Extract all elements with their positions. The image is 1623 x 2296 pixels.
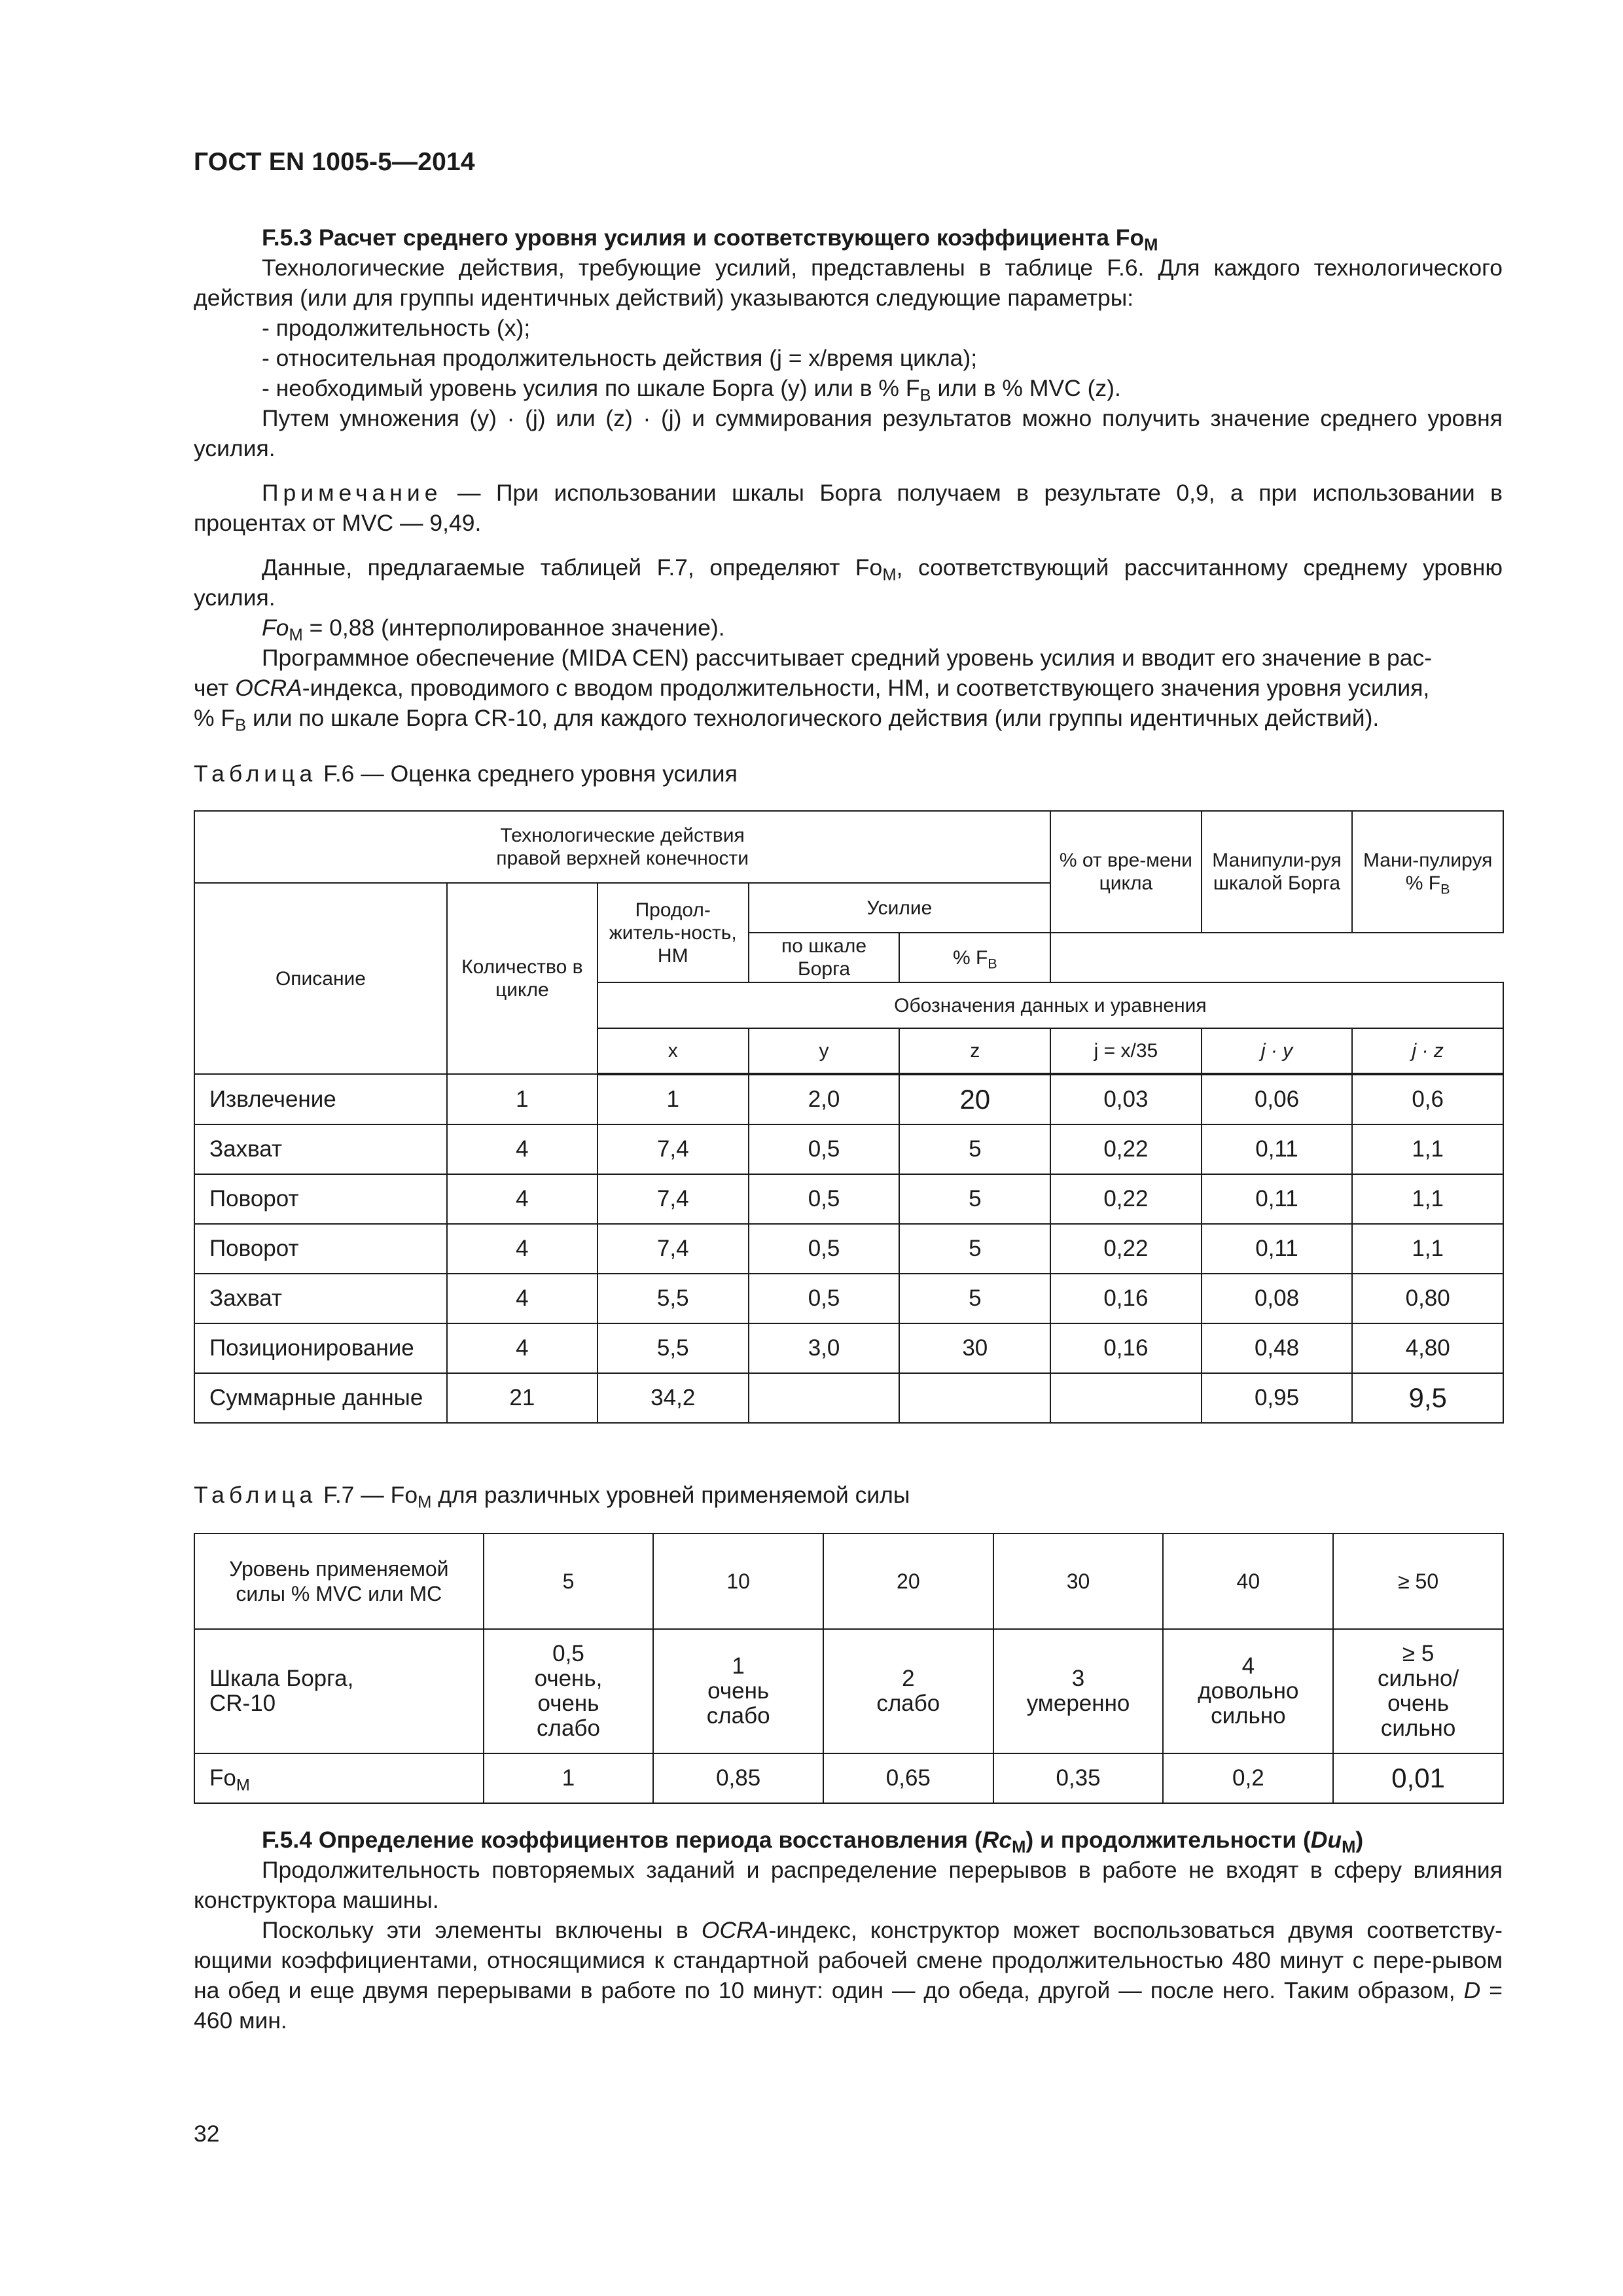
section-f53-software-2: чет OCRA-индекса, проводимого с вводом продолжительности, HM, и соответствующего значения уровня усилия, bbox=[194, 675, 1430, 701]
section-f53 bbox=[194, 223, 1503, 733]
section-f53-heading: F.5.3 Расчет среднего уровня усилия и соответствующего коэффициента $Fo_M$ bbox=[262, 224, 1158, 255]
row-head-borg: Шкала Борга, CR-10 bbox=[194, 1629, 484, 1753]
symbol-jy: j · y bbox=[1202, 1028, 1353, 1074]
section-f53-note: Примечание — При использовании шкалы Борга получаем в результате 0,9, а при использовании в процентах от MVC — 9,49. bbox=[194, 480, 1503, 536]
section-f53-data-table: Данные, предлагаемые таблицей F.7, определяют $Fo_M$, соответствующий рассчитанному среднему уровню усилия. bbox=[194, 554, 1503, 611]
symbol-jz: j · z bbox=[1352, 1028, 1503, 1074]
header-borg-scale: по шкале Борга bbox=[749, 933, 900, 982]
symbol-j: j = x/35 bbox=[1050, 1028, 1201, 1074]
table-row: $Fo_M$ 1 0,85 0,65 0,35 0,2 0,01 bbox=[194, 1753, 1503, 1803]
table-f7-caption: Таблица F.7 — $Fo_M$ для различных уровней применяемой силы bbox=[194, 1482, 910, 1512]
section-f54-heading: F.5.4 Определение коэффициентов периода восстановления $(Rc_M)$ и продолжительности $(Du_M)$ bbox=[262, 1827, 1364, 1857]
section-f53-software: Программное обеспечение (MIDA CEN) рассчитывает средний уровень усилия и вводит его значение в рас- bbox=[262, 645, 1433, 671]
document-header: ГОСТ EN 1005-5—2014 bbox=[194, 148, 475, 176]
list-item-duration: - продолжительность (x); bbox=[262, 315, 531, 341]
row-head-fom: $Fo_M$ bbox=[194, 1753, 484, 1803]
header-pct-fb: % $F_B$ bbox=[899, 933, 1050, 982]
header-group: Технологические действия правой верхней конечности bbox=[194, 811, 1050, 883]
section-f53-software-3: % $F_B$ или по шкале Борга CR-10, для каждого технологического действия (или группы идентичных действий). bbox=[194, 705, 1380, 735]
table-row: Поворот 4 7,4 0,5 5 0,22 0,11 1,1 bbox=[194, 1174, 1503, 1224]
table-row: Извлечение 1 1 2,0 20 0,03 0,06 0,6 bbox=[194, 1074, 1503, 1124]
table-f7 bbox=[194, 1533, 1504, 1804]
header-effort: Усилие bbox=[749, 883, 1051, 933]
table-row-total: Суммарные данные 21 34,2 0,95 9,5 bbox=[194, 1373, 1503, 1423]
table-f6-body bbox=[194, 1074, 1503, 1423]
header-description: Описание bbox=[194, 883, 447, 1074]
page-number: 32 bbox=[194, 2121, 220, 2147]
section-f54-p2: Поскольку эти элементы включены в OCRA-индекс, конструктор может воспользоваться двумя соответству-ющими коэффициентами, относящимися к стандартной рабочей смене продолжительностью 480 минут с пере-рывом на обед и еще двумя перерывами в работе по 10 минут: один — до обеда, другой — после него. Таким образом, D = 460 мин. bbox=[194, 1917, 1503, 2034]
table-f6-caption: Таблица F.6 — Оценка среднего уровня усилия bbox=[194, 761, 738, 787]
table-row: Захват 4 7,4 0,5 5 0,22 0,11 1,1 bbox=[194, 1124, 1503, 1174]
table-row: Поворот 4 7,4 0,5 5 0,22 0,11 1,1 bbox=[194, 1224, 1503, 1274]
symbol-x: x bbox=[597, 1028, 749, 1074]
section-f53-multiply: Путем умножения (y) · (j) или (z) · (j) и суммирования результатов можно получить значение среднего уровня усилия. bbox=[194, 405, 1503, 461]
list-item-relative-duration: - относительная продолжительность действия (j = x/время цикла); bbox=[262, 345, 978, 371]
table-row: Захват 4 5,5 0,5 5 0,16 0,08 0,80 bbox=[194, 1274, 1503, 1323]
header-borg-manip: Манипули-руя шкалой Борга bbox=[1202, 811, 1353, 933]
header-pct-time: % от вре-мени цикла bbox=[1050, 811, 1201, 933]
header-duration: Продол-житель-ность, HM bbox=[597, 883, 749, 982]
table-row: Шкала Борга, CR-10 0,5 очень, очень слабо 1 очень слабо 2 слабо 3 умеренно 4 довольно сильно ≥ 5 сильно/ очень сильно bbox=[194, 1629, 1503, 1753]
symbol-y: y bbox=[749, 1028, 900, 1074]
table-f6 bbox=[194, 810, 1504, 1424]
section-f54 bbox=[194, 1825, 1503, 2036]
symbol-z: z bbox=[899, 1028, 1050, 1074]
section-f53-intro: Технологические действия, требующие усилий, представлены в таблице F.6. Для каждого технологического действия (или для группы идентичных действий) указываются следующие параметры: bbox=[194, 255, 1503, 311]
section-f54-p1: Продолжительность повторяемых заданий и распределение перерывов в работе не входят в сферу влияния конструктора машины. bbox=[194, 1857, 1503, 1913]
row-head-force-level: Уровень применяемой силы % MVC или MC bbox=[194, 1534, 484, 1629]
header-fb-manip: Мани-пулируя % $F_B$ bbox=[1352, 811, 1503, 933]
header-notation: Обозначения данных и уравнения bbox=[597, 982, 1503, 1028]
table-row: Уровень применяемой силы % MVC или MC 5 10 20 30 40 ≥ 50 bbox=[194, 1534, 1503, 1629]
list-item-effort-level: - необходимый уровень усилия по шкале Борга (y) или в % $F_B$ или в % MVC (z). bbox=[262, 375, 1121, 405]
table-row: Позиционирование 4 5,5 3,0 30 0,16 0,48 4,80 bbox=[194, 1323, 1503, 1373]
section-f53-fom-value: $Fo_M = 0,88$ (интерполированное значение). bbox=[262, 615, 725, 645]
header-count: Количество в цикле bbox=[447, 883, 597, 1074]
